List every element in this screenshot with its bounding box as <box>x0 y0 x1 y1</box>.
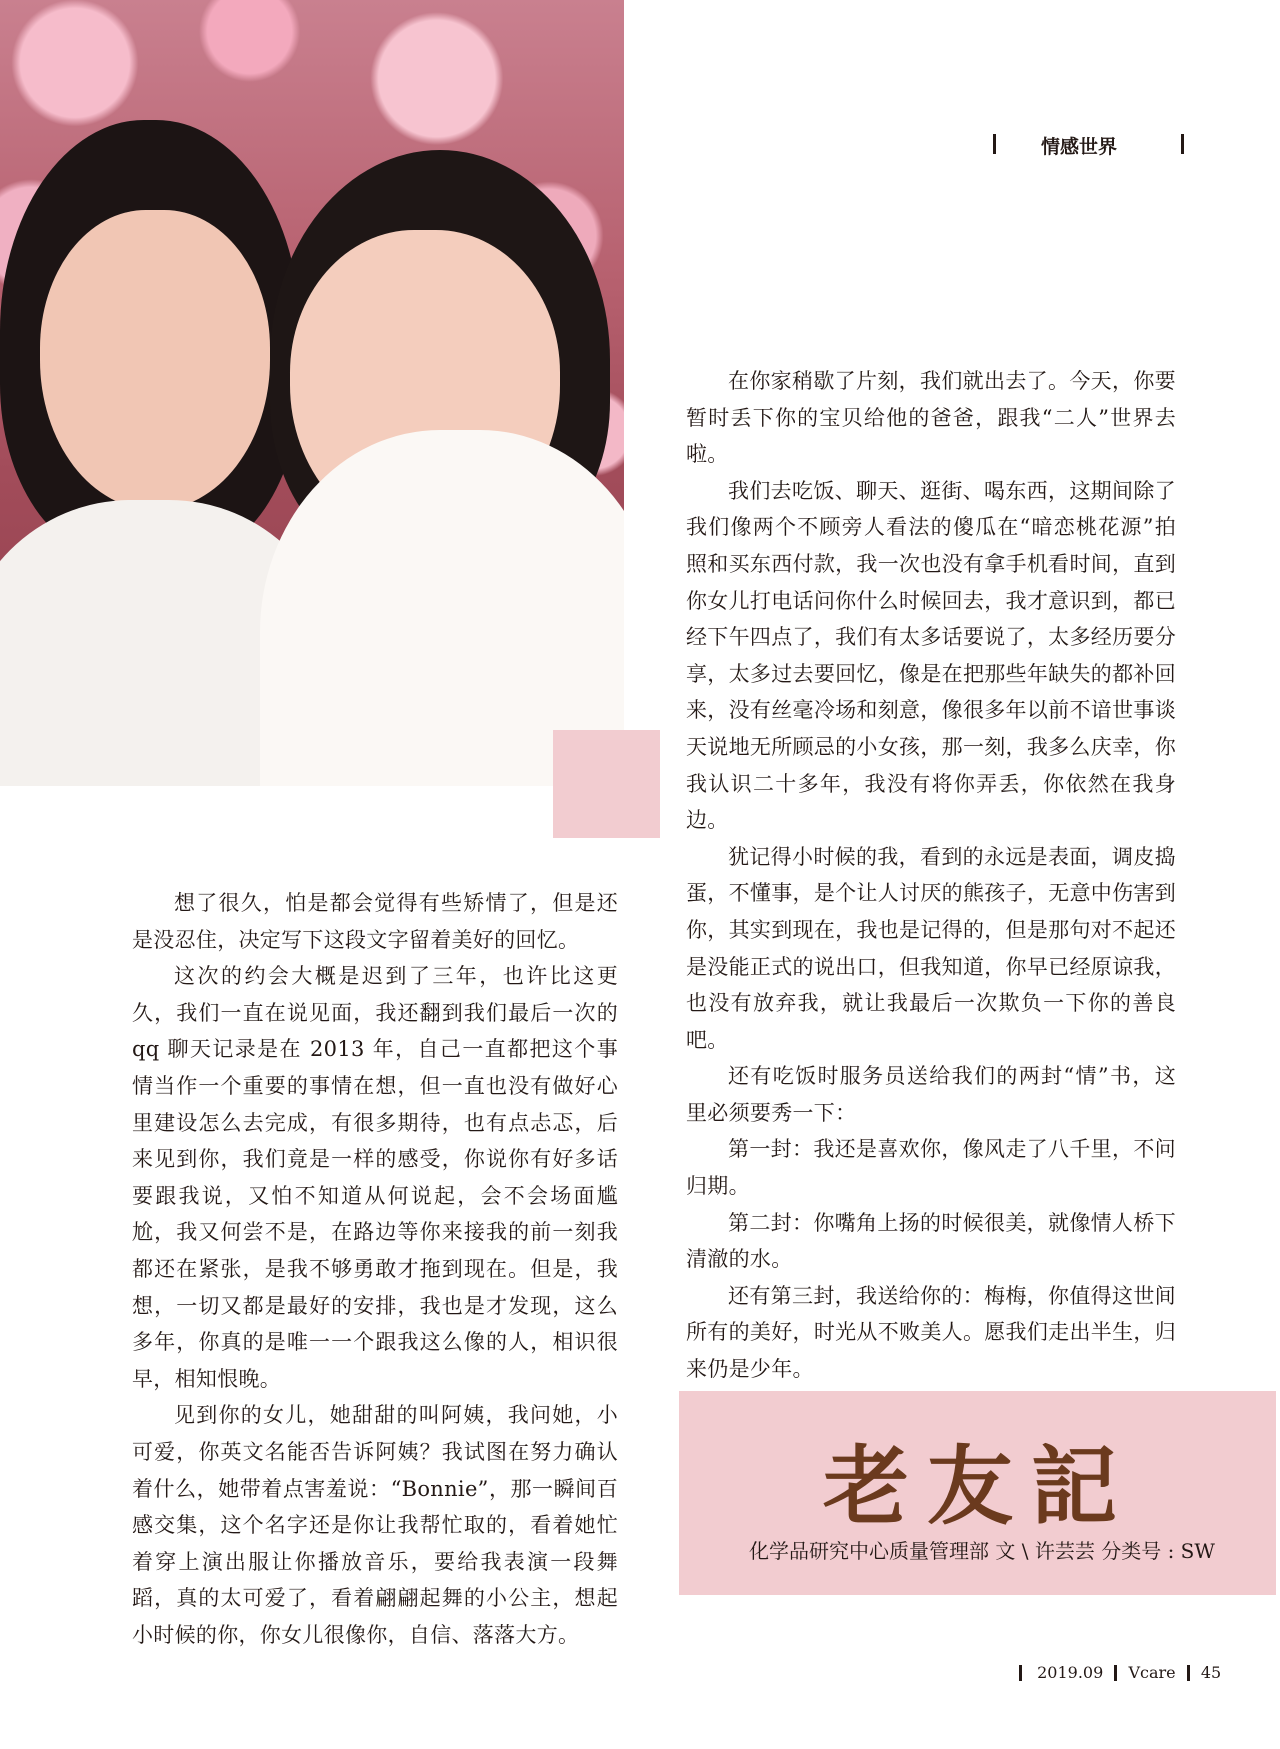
paragraph: 见到你的女儿，她甜甜的叫阿姨，我问她，小可爱，你英文名能否告诉阿姨？我试图在努力确认着什么，她带着点害羞说：“Bonnie”，那一瞬间百感交集，这个名字还是你让我帮忙取的，看着她忙着穿上演出服让你播放音乐，要给我表演一段舞蹈，真的太可爱了，看着翩翩起舞的小公主，想起小时候的你，你女儿很像你，自信、落落大方。 <box>132 1403 618 1647</box>
footer-divider <box>1114 1665 1117 1681</box>
paragraph: 还有第三封，我送给你的：梅梅，你值得这世间所有的美好，时光从不败美人。愿我们走出半生，归来仍是少年。 <box>686 1283 1176 1382</box>
article-title: 老友記 <box>823 1437 1135 1537</box>
paragraph: 这次的约会大概是迟到了三年，也许比这更久，我们一直在说见面，我还翻到我们最后一次的 qq 聊天记录是在 2013 年，自己一直都把这个事情当作一个重要的事情在想，但一直也没有做好心里建设怎么去完成，有很多期待，也有点忐忑，后来见到你，我们竟是一样的感受，你说你有好多话要跟我说，又怕不知道从何说起，会不会场面尴尬，我又何尝不是，在路边等你来接我的前一刻我都还在紧张，是我不够勇敢才拖到现在。但是，我想，一切又都是最好的安排，我也是才发现，这么多年，你真的是唯一一个跟我这么像的人，相识很早，相知恨晚。 <box>132 964 618 1391</box>
section-label: 情感世界 <box>1041 136 1118 158</box>
paragraph: 第一封：我还是喜欢你，像风走了八千里，不问归期。 <box>686 1137 1176 1199</box>
article-title-box <box>679 1391 1276 1595</box>
paragraph: 我们去吃饭、聊天、逛街、喝东西，这期间除了我们像两个不顾旁人看法的傻瓜在“暗恋桃花源”拍照和买东西付款，我一次也没有拿手机看时间，直到你女儿打电话问你什么时候回去，我才意识到，都已经下午四点了，我们有太多话要说了，太多经历要分享，太多过去要回忆，像是在把那些年缺失的都补回来，没有丝毫冷场和刻意，像很多年以前不谙世事谈天说地无所顾忌的小女孩，那一刻，我多么庆幸，你我认识二十多年，我没有将你弄丢，你依然在我身边。 <box>686 478 1176 833</box>
article-column-right <box>686 363 1176 1461</box>
magazine-name: Vcare <box>1128 1663 1176 1682</box>
page-footer <box>1019 1662 1221 1686</box>
footer-divider <box>1187 1665 1190 1681</box>
section-divider-right <box>1181 134 1184 154</box>
footer-divider <box>1019 1665 1022 1681</box>
page-number: 45 <box>1200 1663 1222 1682</box>
paragraph: 还有吃饭时服务员送给我们的两封“情”书，这里必须要秀一下： <box>686 1064 1176 1125</box>
photo-two-women <box>0 0 624 786</box>
article-column-left <box>132 885 618 1653</box>
issue-date: 2019.09 <box>1037 1663 1104 1682</box>
photo-face-left <box>40 210 270 510</box>
article-byline: 化学品研究中心质量管理部 文 \ 许芸芸 分类号 : SW <box>749 1539 1215 1563</box>
paragraph: 第二封：你嘴角上扬的时候很美，就像情人桥下清澈的水。 <box>686 1210 1176 1272</box>
paragraph: 在你家稍歇了片刻，我们就出去了。今天，你要暂时丢下你的宝贝给他的爸爸，跟我“二人”世界去啦。 <box>686 369 1176 467</box>
paragraph: 想了很久，怕是都会觉得有些矫情了，但是还是没忍住，决定写下这段文字留着美好的回忆。 <box>132 891 618 952</box>
section-header <box>993 132 1193 158</box>
section-divider-left <box>993 134 996 154</box>
decorative-pink-block <box>553 730 660 838</box>
paragraph: 犹记得小时候的我，看到的永远是表面，调皮捣蛋，不懂事，是个让人讨厌的熊孩子，无意中伤害到你，其实到现在，我也是记得的，但是那句对不起还是没能正式的说出口，但我知道，你早已经原谅我，也没有放弃我，就让我最后一次欺负一下你的善良吧。 <box>686 844 1176 1052</box>
